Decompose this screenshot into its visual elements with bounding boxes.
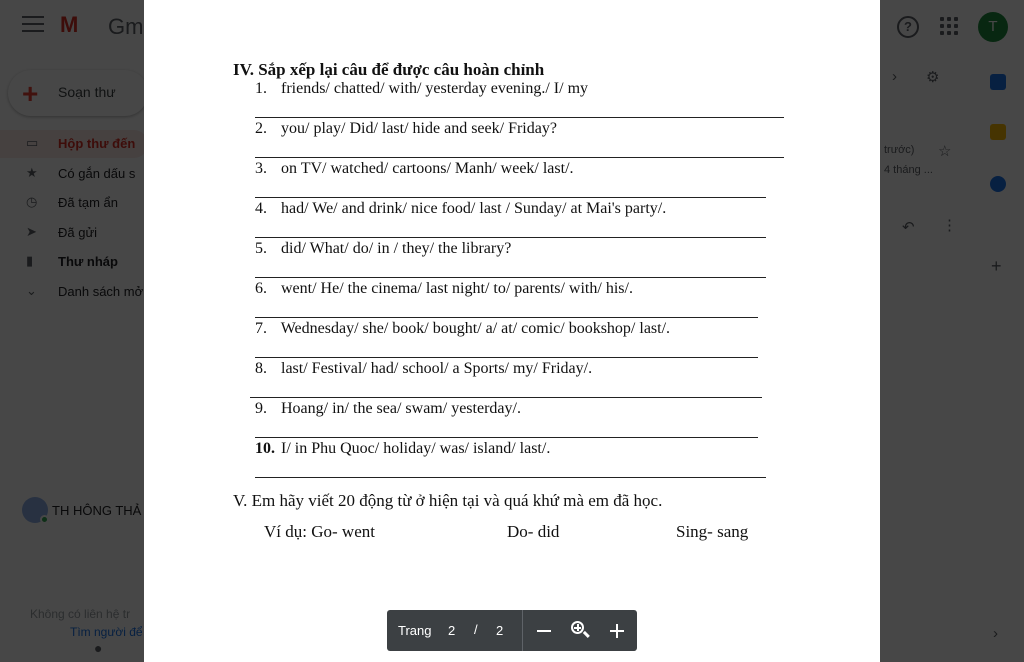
item-text: friends/ chatted/ with/ yesterday evening./ I/ my [281, 80, 589, 97]
item-text: Wednesday/ she/ book/ bought/ a/ at/ comic/ bookshop/ last/. [280, 320, 671, 337]
section-5-title: V. Em hãy viết 20 động từ ở hiện tại và quá khứ mà em đã học. [233, 491, 663, 510]
answer-line [255, 157, 784, 158]
item-number: 9. [255, 400, 267, 417]
item-text: I/ in Phu Quoc/ holiday/ was/ island/ last/. [281, 440, 551, 457]
example-text: Ví dụ: Go- went [264, 522, 375, 541]
exercise-item [255, 240, 511, 258]
current-page-input[interactable]: 2 [448, 623, 456, 638]
exercise-item [255, 320, 670, 338]
zoom-in-button[interactable] [604, 618, 630, 644]
item-text: had/ We/ and drink/ nice food/ last / Sunday/ at Mai's party/. [281, 200, 667, 217]
answer-line [255, 317, 758, 318]
exercise-item [255, 160, 574, 178]
answer-line [250, 397, 762, 398]
exercise-item [255, 80, 588, 98]
item-text: you/ play/ Did/ last/ hide and seek/ Friday? [281, 120, 557, 137]
exercise-item [255, 120, 557, 138]
example-text: Do- did [507, 522, 560, 541]
answer-line [255, 117, 784, 118]
item-number: 4. [255, 200, 267, 217]
exercise-item [255, 400, 521, 418]
total-pages: 2 [496, 623, 504, 638]
item-number: 6. [255, 280, 267, 297]
answer-line [255, 477, 766, 478]
answer-line [255, 437, 758, 438]
item-number: 3. [255, 160, 267, 177]
item-number: 5. [255, 240, 267, 257]
item-number: 2. [255, 120, 267, 137]
exercise-item [255, 280, 633, 298]
item-text: Hoang/ in/ the sea/ swam/ yesterday/. [281, 400, 521, 417]
section-4-title: IV. Sắp xếp lại câu để được câu hoàn chỉnh [233, 60, 545, 79]
page-label: Trang [398, 623, 432, 638]
item-number: 8. [255, 360, 267, 377]
exercise-item [255, 440, 550, 458]
exercise-item [255, 200, 666, 218]
toolbar-divider [522, 610, 523, 651]
item-text: went/ He/ the cinema/ last night/ to/ parents/ with/ his/. [281, 280, 633, 297]
answer-line [255, 197, 766, 198]
answer-line [255, 277, 766, 278]
zoom-icon[interactable] [567, 618, 593, 644]
item-text: last/ Festival/ had/ school/ a Sports/ my/ Friday/. [281, 360, 593, 377]
zoom-out-button[interactable] [531, 618, 557, 644]
item-text: did/ What/ do/ in / they/ the library? [281, 240, 512, 257]
page-separator: / [474, 622, 478, 637]
answer-line [255, 237, 766, 238]
item-number: 7. [255, 320, 267, 337]
item-number: 1. [255, 80, 267, 97]
page-toolbar [387, 610, 637, 651]
item-number: 10. [255, 440, 275, 457]
answer-line [255, 357, 758, 358]
document-page [144, 0, 880, 662]
exercise-item [255, 360, 592, 378]
example-text: Sing- sang [676, 522, 749, 541]
item-text: on TV/ watched/ cartoons/ Manh/ week/ last/. [281, 160, 574, 177]
